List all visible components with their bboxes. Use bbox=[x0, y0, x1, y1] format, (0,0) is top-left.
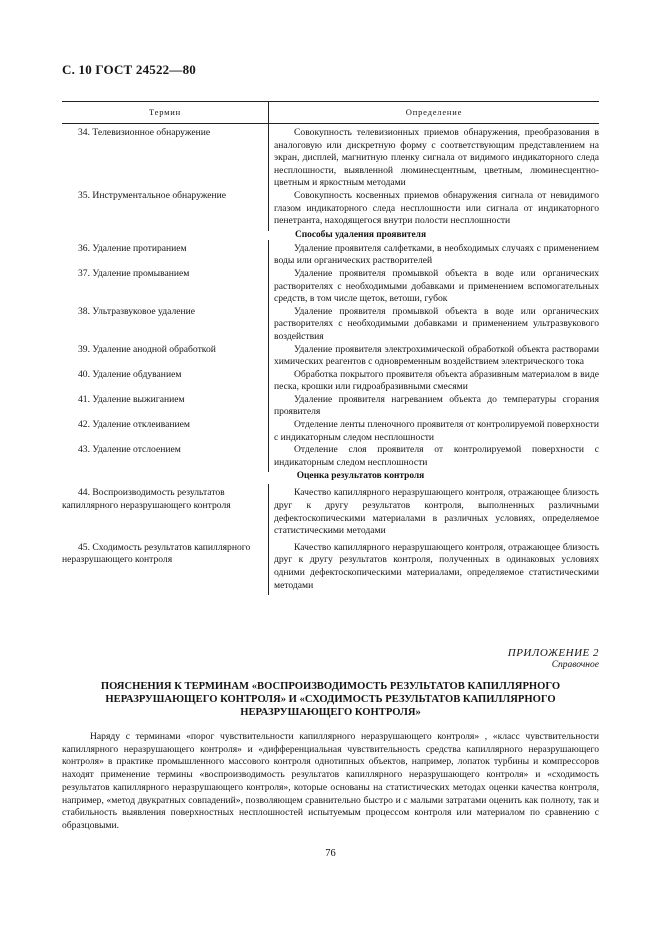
definition-cell: Качество капиллярного неразрушающего контроля, отражающее близость друг к другу результатов контроля, полученных в одинаковых условиях одними дефектоскопическими материалами, определяемое статистическими методами bbox=[274, 541, 599, 591]
column-header-definition: Определение bbox=[405, 107, 463, 117]
column-divider bbox=[268, 240, 269, 473]
terms-table bbox=[62, 101, 599, 592]
table-row bbox=[62, 369, 599, 394]
table-row bbox=[62, 306, 599, 344]
definition-cell: Удаление проявителя нагреванием объекта до температуры сгорания проявителя bbox=[274, 393, 599, 418]
term-cell: 45. Сходимость результатов капиллярного неразрушающего контроля bbox=[62, 541, 251, 566]
column-header-term: Термин bbox=[62, 102, 269, 123]
explanation-heading: ПОЯСНЕНИЯ К ТЕРМИНАМ «ВОСПРОИЗВОДИМОСТЬ РЕЗУЛЬТАТОВ КАПИЛЛЯРНОГО НЕРАЗРУШАЮЩЕГО КОНТРОЛЯ» И «СХОДИМОСТЬ РЕЗУЛЬТАТОВ КАПИЛЛЯРНОГО НЕРАЗРУШАЮЩЕГО КОНТРОЛЯ» bbox=[100, 681, 561, 719]
definition-cell: Удаление проявителя салфетками, в необходимых случаях с применением воды или органических растворителей bbox=[274, 242, 599, 267]
page-header: С. 10 ГОСТ 24522—80 bbox=[62, 62, 196, 77]
table-header bbox=[62, 101, 599, 124]
appendix-label bbox=[508, 647, 599, 670]
definition-cell: Обработка покрытого проявителя объекта абразивным материалом в виде песка, крошки или гидроабразивными смесями bbox=[274, 368, 599, 393]
definition-cell: Совокупность телевизионных приемов обнаружения, преобразования в аналоговую или дискретную форму с соответствующим представлением на экран, дисплей, магнитную пленку сигнала от видимого индикаторного следа несплошности, выявленной люминесцентным, цветным, люминесцентно-цветным и яркостным методами bbox=[274, 127, 599, 189]
table-group bbox=[62, 229, 599, 470]
term-cell: 41. Удаление выжиганием bbox=[78, 393, 185, 405]
table-body bbox=[62, 124, 599, 592]
definition-cell: Качество капиллярного неразрушающего контроля, отражающее близость друг к другу результатов контроля, выполненных различными дефектоскопическими материалами в различных условиях, определяемое статистическими методами bbox=[274, 487, 599, 537]
term-cell: 38. Ультразвуковое удаление bbox=[78, 305, 196, 317]
table-row bbox=[62, 243, 599, 268]
appendix-subtitle: Справочное bbox=[551, 660, 599, 670]
definition-cell: Отделение слоя проявителя от контролируемой поверхности с индикаторным следом несплошности bbox=[274, 444, 599, 468]
table-row bbox=[62, 542, 599, 592]
term-cell: 36. Удаление протиранием bbox=[78, 242, 187, 254]
definition-cell: Отделение ленты пленочного проявителя от контролируемой поверхности с индикаторным следом несплошности bbox=[274, 419, 599, 443]
explanation-paragraph: Наряду с терминами «порог чувствительности капиллярного неразрушающего контроля» , «класс чувствительности капиллярного неразрушающего контроля» и «дифференциальная чувствительность средства капиллярного неразрушающего контроля» в практике промышленного массового контроля однотипных объектов, например, лопаток турбины и компрессоров находят применение термины «воспроизводимость результатов капиллярного неразрушающего контроля» и «сходимость результатов капиллярного неразрушающего контроля», которые основаны на статистических методах оценки качества контроля, например, «метод двукратных совпадений», позволяющем сравнительно быстро и с малыми затратами оценить как полноту, так и стабильность выявления поверхностных несплошностей испытуемым процессом контроля или материалом по сравнению с образцовыми. bbox=[62, 731, 599, 831]
term-cell: 34. Телевизионное обнаружение bbox=[78, 127, 211, 138]
table-row bbox=[62, 268, 599, 306]
page-number: 76 bbox=[325, 848, 336, 859]
term-cell: 39. Удаление анодной обработкой bbox=[78, 343, 216, 355]
section-title: Оценка результатов контроля bbox=[296, 471, 425, 482]
term-cell: 42. Удаление отклеиванием bbox=[78, 419, 190, 431]
definition-cell: Удаление проявителя промывкой объекта в воде или органических растворителях с необходимыми добавками и применением ультразвукового воздействия bbox=[274, 305, 599, 342]
table-row bbox=[62, 487, 599, 537]
term-cell: 35. Инструментальное обнаружение bbox=[78, 189, 227, 201]
term-cell: 43. Удаление отслоением bbox=[78, 444, 181, 456]
section-title: Способы удаления проявителя bbox=[294, 229, 427, 240]
definition-cell: Удаление проявителя электрохимической обработкой объекта растворами химических реагентов с одновременным воздействием электрического тока bbox=[274, 343, 599, 368]
term-cell: 44. Воспроизводимость результатов капиллярного неразрушающего контроля bbox=[62, 487, 231, 512]
table-row bbox=[62, 444, 599, 469]
table-group bbox=[62, 470, 599, 592]
term-cell: 40. Удаление обдуванием bbox=[78, 368, 182, 380]
table-row bbox=[62, 419, 599, 444]
table-row bbox=[62, 394, 599, 419]
table-group bbox=[62, 124, 599, 228]
definition-cell: Совокупность косвенных приемов обнаружения сигнала от невидимого глазом индикаторного следа несплошности или сигнала от индикаторного пенетранта, находящегося внутри полости несплошности bbox=[274, 189, 599, 227]
table-row bbox=[62, 344, 599, 369]
table-row bbox=[62, 127, 599, 190]
column-divider bbox=[268, 484, 269, 595]
term-cell: 37. Удаление промыванием bbox=[78, 267, 190, 279]
table-row bbox=[62, 190, 599, 228]
definition-cell: Удаление проявителя промывкой объекта в воде или органических растворителях с необходимыми добавками и применением вспомогательных средств, в том числе щеток, ветоши, губок bbox=[274, 267, 599, 305]
appendix-title: ПРИЛОЖЕНИЕ 2 bbox=[507, 647, 599, 659]
column-divider bbox=[268, 124, 269, 231]
